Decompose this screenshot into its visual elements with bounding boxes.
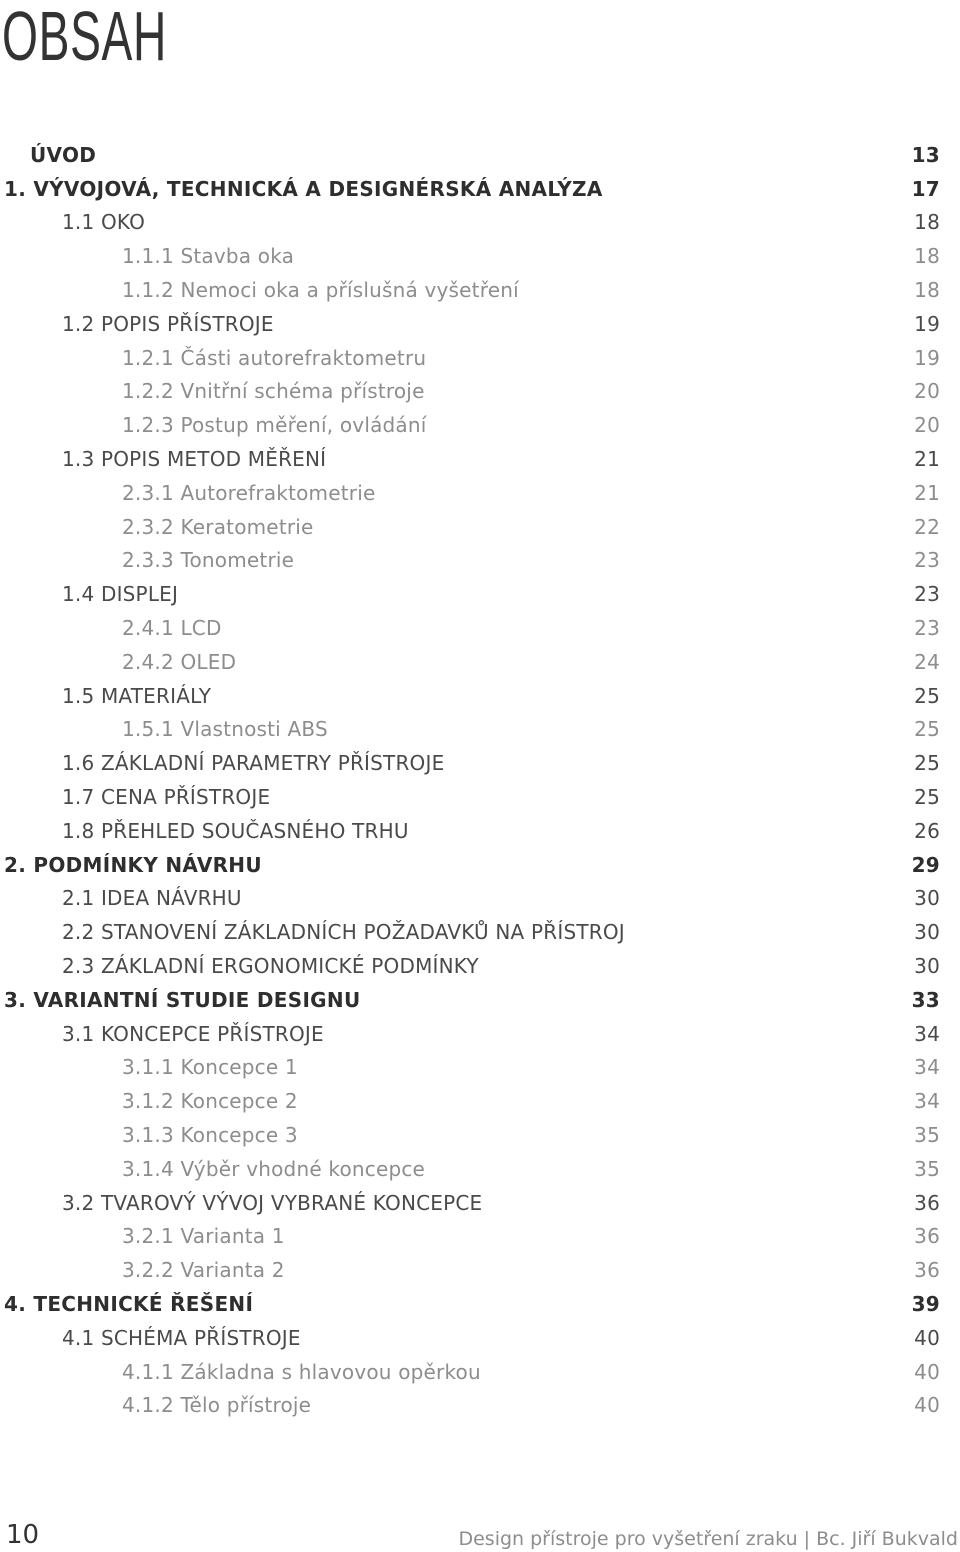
toc-entry[interactable] bbox=[0, 611, 960, 645]
toc-entry-label: 2.1 IDEA NÁVRHU bbox=[62, 886, 242, 911]
toc-entry[interactable] bbox=[0, 544, 960, 578]
toc-entry[interactable] bbox=[0, 577, 960, 611]
toc-entry-label: 1.4 DISPLEJ bbox=[62, 582, 179, 607]
toc-entry[interactable] bbox=[0, 1017, 960, 1051]
toc-entry-label: 1.5 MATERIÁLY bbox=[62, 683, 212, 708]
toc-entry-page: 19 bbox=[914, 311, 940, 336]
toc-entry[interactable] bbox=[0, 273, 960, 307]
toc-entry[interactable] bbox=[0, 1152, 960, 1186]
toc-entry[interactable] bbox=[0, 307, 960, 341]
toc-entry-page: 35 bbox=[914, 1123, 940, 1147]
toc-entry[interactable] bbox=[0, 949, 960, 983]
toc-entry-label: 1.7 CENA PŘÍSTROJE bbox=[62, 785, 271, 810]
toc-entry-page: 40 bbox=[914, 1393, 940, 1418]
toc-entry-page: 30 bbox=[914, 886, 940, 911]
toc-entry-label: 3. VARIANTNÍ STUDIE DESIGNU bbox=[4, 987, 361, 1012]
toc-entry[interactable] bbox=[0, 1220, 960, 1254]
toc-entry-label: 3.1.4 Výběr vhodné koncepce bbox=[122, 1156, 426, 1181]
toc-entry-page: 34 bbox=[914, 1055, 940, 1080]
toc-entry-label: 3.1 KONCEPCE PŘÍSTROJE bbox=[62, 1021, 324, 1046]
toc-entry[interactable] bbox=[0, 1388, 960, 1422]
toc-entry[interactable] bbox=[0, 882, 960, 916]
toc-entry-label: 1.3 POPIS METOD MĚŘENÍ bbox=[62, 447, 327, 472]
toc-entry-page: 25 bbox=[914, 751, 940, 776]
toc-entry-page: 30 bbox=[914, 920, 940, 945]
toc-entry-page: 20 bbox=[914, 379, 940, 404]
toc-entry-label: 2. PODMÍNKY NÁVRHU bbox=[4, 852, 262, 877]
toc-entry[interactable] bbox=[0, 206, 960, 240]
toc-entry-page: 23 bbox=[914, 582, 940, 607]
toc-entry-page: 21 bbox=[914, 480, 940, 505]
toc-entry-page: 25 bbox=[914, 683, 940, 708]
toc-entry-label: 2.4.1 LCD bbox=[122, 616, 222, 641]
footer-page-number: 10 bbox=[6, 1520, 40, 1550]
toc-entry[interactable] bbox=[0, 983, 960, 1017]
toc-entry-page: 33 bbox=[911, 987, 940, 1012]
toc-entry[interactable] bbox=[0, 239, 960, 273]
toc-entry-page: 40 bbox=[914, 1359, 940, 1384]
toc-entry-label: 3.1.1 Koncepce 1 bbox=[122, 1055, 298, 1080]
toc-entry[interactable] bbox=[0, 645, 960, 679]
toc-entry-label: 2.3 ZÁKLADNÍ ERGONOMICKÉ PODMÍNKY bbox=[62, 954, 479, 979]
toc-entry-label: 1.2 POPIS PŘÍSTROJE bbox=[62, 311, 274, 336]
toc-entry-label: 1.1.1 Stavba oka bbox=[122, 244, 295, 269]
toc-entry-label: 1.8 PŘEHLED SOUČASNÉHO TRHU bbox=[62, 818, 409, 843]
toc-entry-page: 34 bbox=[914, 1089, 940, 1114]
toc-entry-page: 17 bbox=[911, 176, 940, 201]
toc-entry-page: 36 bbox=[914, 1190, 940, 1215]
footer-text: Design přístroje pro vyšetření zraku | Bc. Jiří Bukvald bbox=[458, 1528, 958, 1550]
toc-entry[interactable] bbox=[0, 1186, 960, 1220]
table-of-contents bbox=[0, 138, 960, 1422]
toc-entry[interactable] bbox=[0, 746, 960, 780]
toc-entry[interactable] bbox=[0, 408, 960, 442]
toc-entry-label: 2.3.3 Tonometrie bbox=[122, 548, 295, 573]
toc-entry-label: 3.2.2 Varianta 2 bbox=[122, 1258, 285, 1283]
toc-entry-label: 2.4.2 OLED bbox=[122, 649, 237, 674]
toc-entry-label: 1.2.1 Části autorefraktometru bbox=[122, 345, 427, 370]
toc-entry-label: 1.2.2 Vnitřní schéma přístroje bbox=[122, 379, 425, 404]
toc-entry-label: 4.1.2 Tělo přístroje bbox=[122, 1393, 312, 1418]
toc-entry[interactable] bbox=[0, 375, 960, 409]
toc-entry[interactable] bbox=[0, 172, 960, 206]
toc-entry[interactable] bbox=[0, 679, 960, 713]
toc-entry[interactable] bbox=[0, 510, 960, 544]
toc-entry[interactable] bbox=[0, 713, 960, 747]
toc-entry-page: 36 bbox=[914, 1224, 940, 1249]
toc-entry-label: 1.2.3 Postup měření, ovládání bbox=[122, 413, 427, 438]
toc-entry-label: 4. TECHNICKÉ ŘEŠENÍ bbox=[4, 1291, 254, 1316]
toc-entry-page: 39 bbox=[911, 1291, 940, 1316]
toc-entry-label: 3.1.2 Koncepce 2 bbox=[122, 1089, 298, 1114]
toc-entry-page: 25 bbox=[914, 785, 940, 810]
page-title: OBSAH bbox=[2, 0, 168, 75]
toc-entry[interactable] bbox=[0, 341, 960, 375]
toc-entry[interactable] bbox=[0, 1253, 960, 1287]
toc-entry-page: 19 bbox=[914, 345, 940, 370]
toc-entry-page: 36 bbox=[914, 1258, 940, 1283]
toc-entry[interactable] bbox=[0, 1084, 960, 1118]
toc-entry[interactable] bbox=[0, 848, 960, 882]
toc-entry-page: 13 bbox=[911, 142, 940, 167]
toc-entry-page: 23 bbox=[914, 548, 940, 573]
toc-entry-label: ÚVOD bbox=[30, 142, 97, 167]
toc-entry-page: 20 bbox=[914, 413, 940, 438]
toc-entry[interactable] bbox=[0, 476, 960, 510]
toc-entry-page: 22 bbox=[914, 514, 940, 539]
toc-entry[interactable] bbox=[0, 1355, 960, 1389]
toc-entry-page: 35 bbox=[914, 1156, 940, 1181]
toc-entry-label: 3.1.3 Koncepce 3 bbox=[122, 1123, 298, 1147]
toc-entry-page: 23 bbox=[914, 616, 940, 641]
toc-entry[interactable] bbox=[0, 814, 960, 848]
toc-entry[interactable] bbox=[0, 442, 960, 476]
toc-entry-page: 18 bbox=[914, 244, 940, 269]
toc-entry-label: 1.1 OKO bbox=[62, 210, 146, 235]
toc-entry-page: 21 bbox=[914, 447, 940, 472]
toc-entry-label: 4.1 SCHÉMA PŘÍSTROJE bbox=[62, 1325, 301, 1350]
toc-entry[interactable] bbox=[0, 780, 960, 814]
toc-entry[interactable] bbox=[0, 1321, 960, 1355]
toc-entry-page: 29 bbox=[911, 852, 940, 877]
toc-entry-page: 26 bbox=[914, 818, 940, 843]
toc-entry-label: 2.2 STANOVENÍ ZÁKLADNÍCH POŽADAVKŮ NA PŘÍSTROJ bbox=[62, 920, 625, 945]
toc-entry-label: 3.2.1 Varianta 1 bbox=[122, 1224, 285, 1249]
toc-entry-label: 3.2 TVAROVÝ VÝVOJ VYBRANÉ KONCEPCE bbox=[62, 1190, 483, 1215]
toc-entry-page: 18 bbox=[914, 210, 940, 235]
toc-entry[interactable] bbox=[0, 1051, 960, 1085]
toc-entry-page: 24 bbox=[914, 649, 940, 674]
toc-entry-label: 1.6 ZÁKLADNÍ PARAMETRY PŘÍSTROJE bbox=[62, 751, 445, 776]
toc-entry-label: 1.5.1 Vlastnosti ABS bbox=[122, 717, 328, 742]
toc-entry[interactable] bbox=[0, 138, 960, 172]
toc-entry-page: 18 bbox=[914, 278, 940, 303]
toc-entry-page: 25 bbox=[914, 717, 940, 742]
toc-entry-label: 2.3.1 Autorefraktometrie bbox=[122, 480, 376, 505]
toc-entry-label: 1. VÝVOJOVÁ, TECHNICKÁ A DESIGNÉRSKÁ ANALÝZA bbox=[4, 176, 603, 201]
toc-entry[interactable] bbox=[0, 1118, 960, 1152]
toc-entry-page: 40 bbox=[914, 1325, 940, 1350]
toc-entry-label: 1.1.2 Nemoci oka a příslušná vyšetření bbox=[122, 278, 519, 303]
toc-entry-label: 2.3.2 Keratometrie bbox=[122, 514, 314, 539]
toc-entry[interactable] bbox=[0, 1287, 960, 1321]
toc-entry-page: 30 bbox=[914, 954, 940, 979]
toc-entry-page: 34 bbox=[914, 1021, 940, 1046]
toc-entry-label: 4.1.1 Základna s hlavovou opěrkou bbox=[122, 1359, 481, 1384]
toc-entry[interactable] bbox=[0, 915, 960, 949]
